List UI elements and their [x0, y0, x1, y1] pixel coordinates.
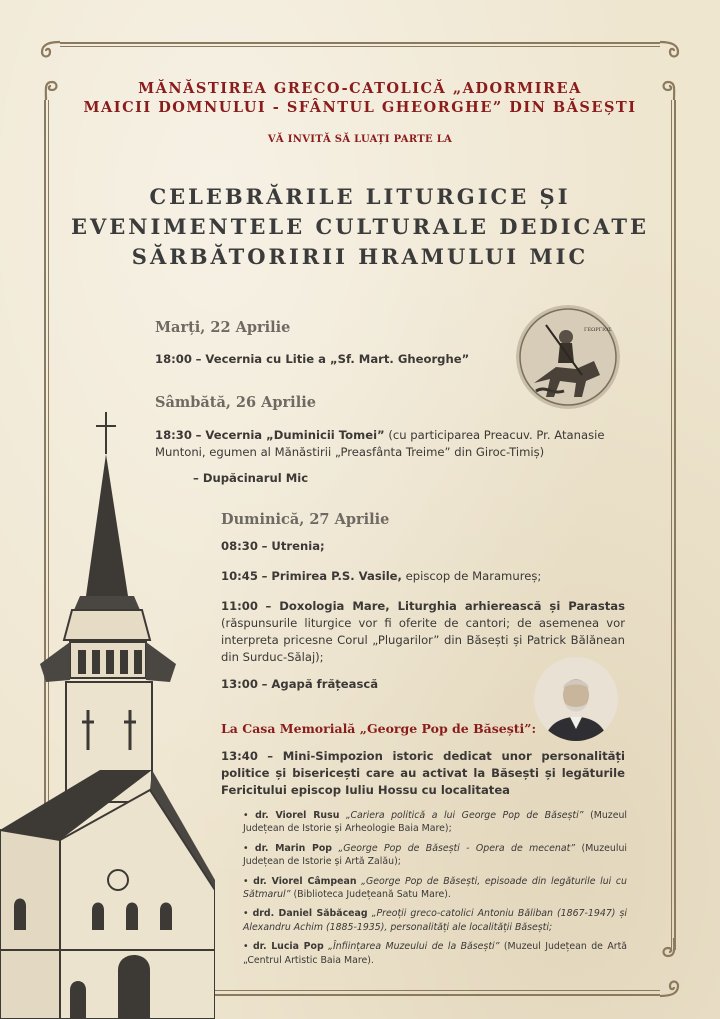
portrait-george-pop-image: [534, 657, 618, 741]
event-title-line-1: CELEBRĂRILE LITURGICE ȘI: [149, 184, 571, 209]
corner-scroll-icon: [34, 32, 62, 60]
invitation-text: VĂ INVITĂ SĂ LUAȚI PARTE LA: [267, 134, 453, 145]
monastery-name-line-1: MĂNĂSTIREA GRECO-CATOLICĂ „ADORMIREA: [138, 80, 582, 97]
event-item: 13:00 – Agapă frățească: [221, 677, 379, 691]
event-item: 11:00 – Doxologia Mare, Liturghia arhierească și Parastas (răspunsurile liturgice vor fi oferite de cantori; de asemenea vor interpreta pricesne Corul „Plugarilor” din Băsești și Patrick Bălănean din Surduc-Sălaj);: [221, 599, 625, 664]
symposium-description: 13:40 – Mini-Simpozion istoric dedicat unor personalități politice și bisericești care au activat la Băsești și legăturile Fericitului episcop Iuliu Hossu cu localitatea: [221, 749, 625, 797]
event-item: 18:30 – Vecernia „Duminicii Tomei” (cu participarea Preacuv. Pr. Atanasie Muntoni, egumen al Mănăstirii „Preasfânta Treime” din Giroc-Timiș): [155, 428, 605, 459]
list-item: • dr. Viorel Rusu „Cariera politică a lui George Pop de Băsești” (Muzeul Județean de Istorie și Arheologie Baia Mare);: [243, 810, 628, 835]
church-illustration: [0, 410, 215, 1019]
corner-scroll-icon: [658, 978, 686, 1006]
corner-scroll-icon: [658, 32, 686, 60]
list-item: • dr. Marin Pop „George Pop de Băsești - Opera de mecenat” (Muzeului Județean de Istorie și Artă Zalău);: [243, 842, 628, 868]
memorial-house-heading: La Casa Memorială „George Pop de Băsești”:: [221, 721, 537, 736]
event-item: 10:45 – Primirea P.S. Vasile, episcop de Maramureș;: [221, 569, 542, 583]
symposium-talk-list: [243, 809, 627, 973]
event-item: 18:00 – Vecernia cu Litie a „Sf. Mart. Gheorghe”: [155, 352, 470, 366]
day-heading-saturday: Sâmbătă, 26 Aprilie: [155, 394, 316, 411]
monastery-name-line-2: MAICII DOMNULUI - SFÂNTUL GHEORGHE” DIN BĂSEȘTI: [83, 99, 637, 116]
saint-george-icon-image: [516, 305, 620, 409]
event-title-line-3: SĂRBĂTORIRII HRAMULUI MIC: [131, 244, 589, 269]
day-heading-sunday: Duminică, 27 Aprilie: [221, 511, 390, 528]
list-item: • dr. Lucia Pop „Înființarea Muzeului de la Băsești” (Muzeul Județean de Artă „Centrul Artistic Baia Mare).: [243, 941, 628, 966]
event-item: 08:30 – Utrenia;: [221, 539, 325, 553]
event-title-line-2: EVENIMENTELE CULTURALE DEDICATE: [70, 214, 650, 239]
list-item: • drd. Daniel Săbăceag „Preoții greco-catolici Antoniu Băliban (1867-1947) și Alexandru Achim (1885-1935), personalități ale localității Băsești;: [243, 908, 627, 933]
event-item: – Dupăcinarul Mic: [193, 471, 309, 485]
list-item: • dr. Viorel Câmpean „George Pop de Băsești, episoade din legăturile lui cu Sătmarul” (Biblioteca Județeană Satu Mare).: [243, 875, 627, 901]
svg-text:ΓΕΩΡΓΙΟΣ: ΓΕΩΡΓΙΟΣ: [584, 327, 612, 333]
corner-scroll-icon: [658, 938, 686, 966]
day-heading-tuesday: Marți, 22 Aprilie: [155, 319, 291, 336]
